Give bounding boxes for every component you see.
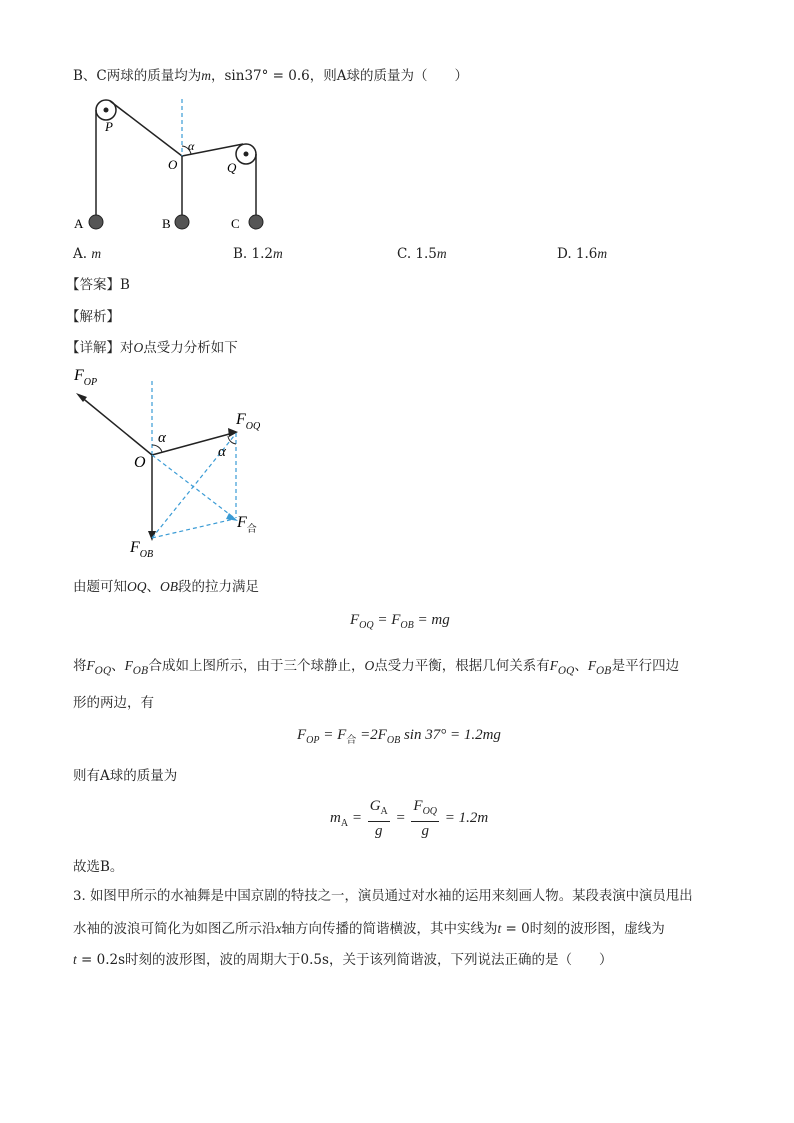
q2-stem-mid: ，sin37° = 0.6，则A球的质量为（ ） [211, 68, 468, 84]
eq3-n1: G [369, 798, 381, 814]
label-c: C [231, 216, 240, 231]
eq3-n1s: A [380, 806, 388, 817]
eq2-c: =2F [356, 727, 387, 743]
eq1-sub1: OQ [359, 620, 374, 631]
text-synthesis [73, 657, 679, 681]
text2-b: 、 [111, 658, 125, 674]
pulley-p-axle [104, 108, 109, 113]
eq1-f1: F [350, 612, 360, 628]
label-fhe: $F_合$ [237, 514, 257, 535]
text2-o: O [364, 658, 375, 673]
eq3-m: m [330, 809, 341, 826]
answer-line [66, 276, 130, 294]
frac-ga-g [368, 798, 390, 839]
label-fob: $F_{OB}$ [130, 539, 154, 560]
q3-line2-c: = 0时刻的波形图，虚线为 [501, 921, 665, 937]
dashed-ob-to-fhe [152, 519, 234, 538]
eq3-d1: g [374, 823, 383, 839]
q3-line2-t: t [497, 921, 502, 936]
label-a: A [74, 216, 84, 231]
detail-line [66, 339, 238, 357]
text2-s3: OQ [557, 666, 575, 677]
eq2-b: = F [319, 727, 347, 743]
arrowhead-fob [148, 531, 156, 541]
label-alpha-foq: α [218, 444, 226, 460]
ball-c [249, 215, 263, 229]
text2-s4: OB [596, 666, 612, 677]
q3-line2-a: 水袖的波浪可简化为如图乙所示沿 [73, 921, 276, 937]
q3-line1-text: 3. 如图甲所示的水袖舞是中国京剧的特技之一，演员通过对水袖的运用来刻画人物。某段表演中演员甩出 [73, 889, 693, 904]
analysis-line [66, 308, 120, 326]
label-alpha: α [188, 139, 195, 153]
eq2-s3: OB [386, 735, 401, 746]
text2-f1: F [86, 658, 95, 673]
detail-o: O [133, 340, 144, 355]
eq2-s2: 合 [346, 735, 357, 746]
analysis-tag: 【解析】 [66, 309, 120, 325]
option-a-value: m [91, 246, 102, 261]
text2-s1: OQ [94, 666, 112, 677]
label-p: P [105, 119, 113, 134]
rope-po [110, 101, 182, 156]
q3-line2-x: x [275, 921, 282, 936]
label-o-2: O [134, 454, 146, 471]
option-d-value: m [597, 246, 608, 261]
text2-f4: F [587, 658, 597, 673]
text2-f2: F [124, 658, 133, 673]
text1-ob: OB [160, 579, 178, 594]
pulley-q-axle [244, 152, 249, 157]
equation-1 [350, 612, 450, 631]
q3-line1 [73, 888, 693, 906]
alpha-arc-o [152, 445, 162, 452]
option-b-letter: B. 1.2 [233, 246, 273, 262]
option-d-letter: D. 1.6 [557, 246, 598, 262]
eq2-s1: OP [306, 735, 320, 746]
option-c-value: m [436, 246, 447, 261]
detail-tag: 【详解】 [66, 340, 120, 356]
label-foq: $F_{OQ}$ [236, 411, 261, 432]
detail-text-b: 点受力分析如下 [143, 340, 238, 356]
q3-line3-t: t [73, 952, 77, 967]
ball-a [89, 215, 103, 229]
text3: 形的两边，有 [73, 695, 154, 711]
equation-2 [297, 727, 501, 746]
text-mass-a [73, 767, 177, 785]
dashed-diagonal-fhe [152, 455, 233, 517]
option-a[interactable] [73, 245, 101, 263]
q3-line2 [73, 920, 665, 938]
option-b-value: m [272, 246, 283, 261]
q3-line3-a: = 0.2s时刻的波形图，波的周期大于0.5s，关于该列简谐波，下列说法正确的是（ ） [76, 952, 613, 968]
q2-stem-prefix: B、C两球的质量均为 [73, 68, 202, 84]
q3-line3 [73, 951, 612, 969]
ball-b [175, 215, 189, 229]
force-diagram [73, 367, 261, 560]
text1-oq: OQ [127, 579, 147, 594]
text-parallelogram [73, 694, 154, 712]
eq1-sub2: OB [400, 620, 414, 631]
text4: 则有A球的质量为 [73, 768, 178, 784]
text2-e: 、 [574, 658, 588, 674]
option-c[interactable] [397, 245, 447, 263]
conclusion-text: 故选B。 [73, 859, 124, 875]
eq3-eq2: = [391, 809, 410, 826]
option-c-letter: C. 1.5 [397, 246, 437, 262]
eq3-n2: F [413, 798, 423, 814]
text2-d: 点受力平衡，根据几何关系有 [374, 658, 550, 674]
eq2-f1: F [297, 727, 307, 743]
label-fop: $F_{OP}$ [74, 367, 98, 388]
option-d[interactable] [557, 245, 607, 263]
text1-a: 由题可知 [73, 579, 127, 595]
text2-c: 合成如上图所示，由于三个球静止， [148, 658, 365, 674]
eq3-n2s: OQ [422, 806, 438, 817]
answer-value: B [120, 277, 130, 293]
text-condition [73, 578, 259, 596]
answer-tag: 【答案】 [66, 277, 120, 293]
label-alpha-o: α [158, 430, 166, 446]
text2-f3: F [549, 658, 558, 673]
text1-e: 段的拉力满足 [178, 579, 259, 595]
option-a-letter: A. [73, 246, 92, 262]
eq3-r: = 1.2m [441, 809, 489, 826]
eq1-right: = mg [413, 612, 450, 628]
eq3-d2: g [421, 823, 429, 839]
label-q: Q [227, 160, 237, 175]
conclusion [73, 858, 123, 876]
text2-g: 是平行四边 [611, 658, 680, 674]
text2-a: 将 [73, 658, 87, 674]
eq1-mid: = F [373, 612, 401, 628]
arrow-fop [80, 396, 152, 455]
label-b: B [162, 216, 171, 231]
eq3-ms: A [340, 817, 349, 829]
label-o: O [168, 157, 178, 172]
equation-3 [330, 798, 488, 839]
detail-text-a: 对 [120, 340, 134, 356]
q3-line2-b: 轴方向传播的简谐横波，其中实线为 [281, 921, 498, 937]
q2-stem-m: m [201, 68, 211, 83]
eq3-eq1: = [348, 809, 366, 826]
text1-sep: 、 [146, 579, 160, 595]
frac-foq-g [411, 798, 439, 839]
text2-s2: OB [132, 666, 149, 677]
eq2-d: sin 37° = 1.2mg [400, 727, 501, 743]
option-b[interactable] [233, 245, 283, 263]
